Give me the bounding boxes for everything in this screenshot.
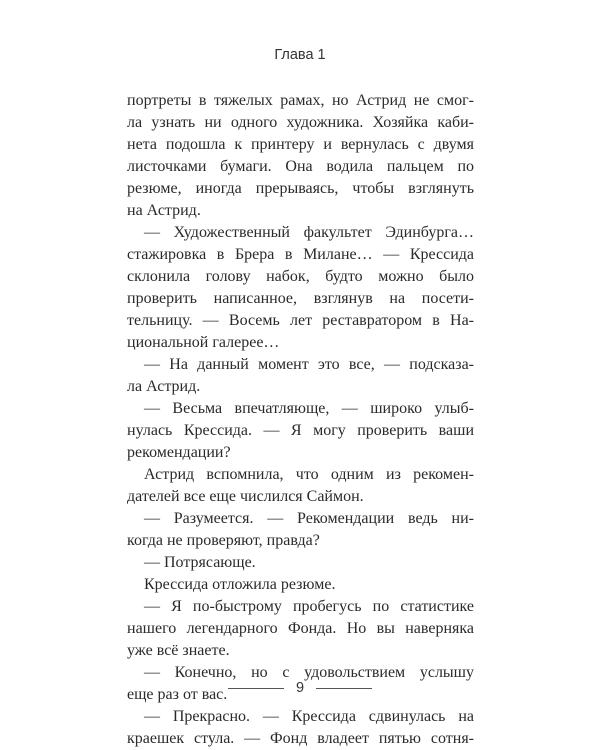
text-line: — Разумеется. — Рекомендации ведь ни- (144, 510, 474, 527)
folio-rule-left (228, 688, 284, 689)
text-line: на Астрид. (127, 202, 201, 219)
text-line: циональной галерее… (127, 334, 280, 351)
text-line: нулась Крессида. — Я могу проверить ваши (127, 422, 474, 439)
text-line: нета подошла к принтеру и вернулась с двумя (127, 136, 474, 153)
text-line: — Конечно, но с удовольствием услышу (144, 664, 474, 681)
text-line: рекомендации? (127, 444, 231, 461)
text-line: — Весьма впечатляюще, — широко улыб- (144, 400, 474, 417)
text-line: дателей все еще числился Саймон. (127, 488, 364, 505)
text-line: проверить написанное, взглянув на посети- (127, 290, 474, 307)
text-line: — Потрясающе. (144, 554, 256, 571)
running-head: Глава 1 (274, 47, 326, 63)
text-line: — На данный момент это все, — подсказа- (144, 356, 474, 373)
text-line: ла узнать ни одного художника. Хозяйка каби- (127, 114, 474, 131)
text-line: нашего легендарного Фонда. Но вы наверняка (127, 620, 474, 637)
folio-rule-right (316, 688, 372, 689)
text-line: — Прекрасно. — Крессида сдвинулась на (144, 708, 474, 725)
text-line: когда не проверяют, правда? (127, 532, 320, 549)
text-line: Астрид вспомнила, что одним из рекомен- (144, 466, 474, 483)
text-line: тельницу. — Восемь лет реставратором в На- (127, 312, 474, 329)
text-line: стажировка в Брера в Милане… — Крессида (127, 246, 474, 263)
text-line: портреты в тяжелых рамах, но Астрид не смог- (127, 92, 474, 109)
text-line: уже всё знаете. (127, 642, 230, 659)
page-footer (0, 680, 600, 696)
text-line: листочками бумаги. Она водила пальцем по (127, 158, 474, 175)
text-line: краешек стула. — Фонд владеет пятью сотня- (127, 730, 474, 747)
text-line: склонила голову набок, будто можно было (127, 268, 474, 285)
text-line: Крессида отложила резюме. (144, 576, 336, 593)
text-line: ла Астрид. (127, 378, 201, 395)
text-line: еще раз от вас. (127, 686, 228, 703)
body-text (127, 90, 474, 750)
text-line: резюме, иногда прерываясь, чтобы взглянуть (127, 180, 474, 197)
text-line: — Художественный факультет Эдинбурга… (144, 224, 474, 241)
page-number: 9 (295, 680, 305, 696)
text-line: — Я по-быстрому пробегусь по статистике (144, 598, 474, 615)
